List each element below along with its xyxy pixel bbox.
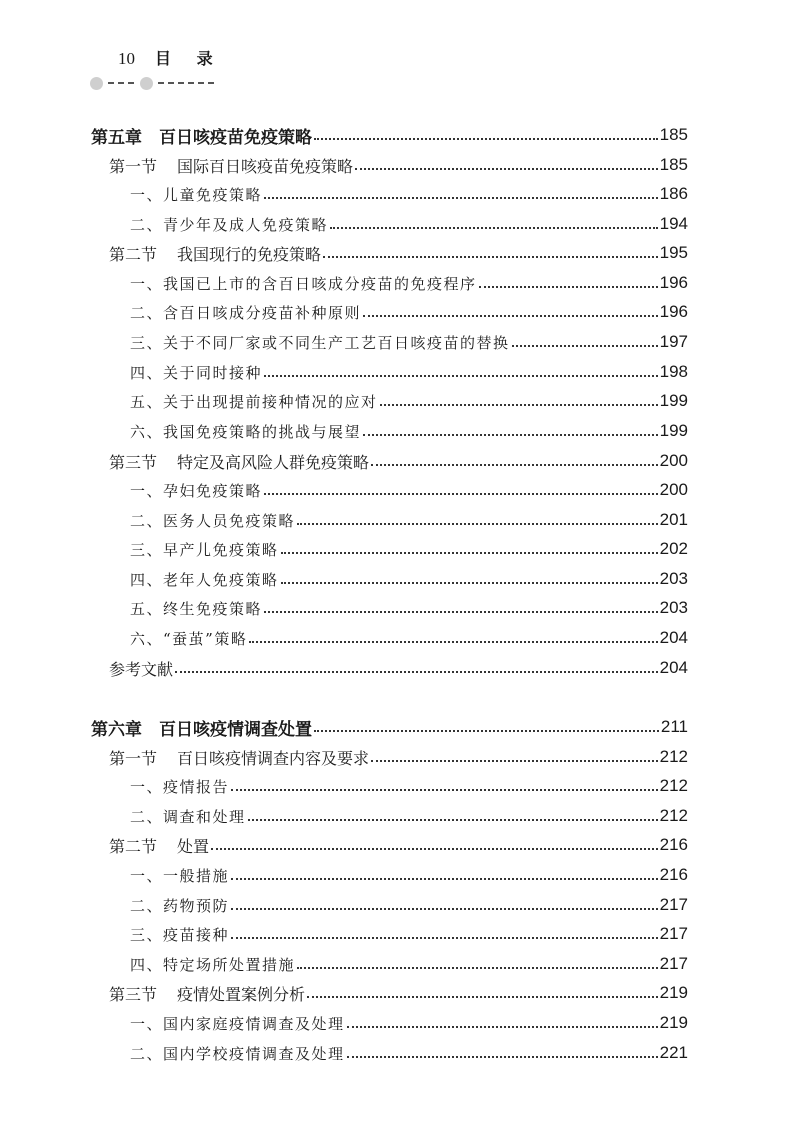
dot-leader xyxy=(264,611,658,613)
section-number: 第二节 xyxy=(109,836,158,856)
dot-leader xyxy=(363,315,658,317)
dot-leader xyxy=(264,375,658,377)
section-number: 第一节 xyxy=(109,156,158,176)
dot-leader xyxy=(371,760,658,762)
toc-label: 我国现行的免疫策略 xyxy=(177,244,322,264)
dot-leader xyxy=(314,138,658,140)
toc-page-number: 195 xyxy=(659,243,688,262)
dot-leader xyxy=(380,404,658,406)
toc-item[interactable] xyxy=(130,803,688,829)
toc-page-number: 186 xyxy=(659,184,688,203)
toc-label: 一、疫情报告 xyxy=(130,777,230,796)
toc-label: 四、关于同时接种 xyxy=(130,363,263,382)
toc-item[interactable] xyxy=(130,1040,688,1066)
toc-page-number: 196 xyxy=(659,302,688,321)
dot-leader xyxy=(231,878,658,880)
toc-label: 一、儿童免疫策略 xyxy=(130,185,263,204)
toc-section[interactable] xyxy=(109,832,688,858)
toc-item[interactable] xyxy=(130,329,688,355)
toc-label: 二、国内学校疫情调查及处理 xyxy=(130,1044,345,1063)
toc-item[interactable] xyxy=(130,181,688,207)
toc-item[interactable] xyxy=(130,359,688,385)
toc-page-number: 217 xyxy=(659,924,688,943)
toc-label: 三、疫苗接种 xyxy=(130,925,230,944)
toc-page-number: 204 xyxy=(659,658,688,677)
toc-page-number: 212 xyxy=(659,806,688,825)
toc-label: 二、含百日咳成分疫苗补种原则 xyxy=(130,303,362,322)
toc-section[interactable] xyxy=(109,980,688,1006)
toc-label: 二、青少年及成人免疫策略 xyxy=(130,215,329,234)
dot-leader xyxy=(231,937,658,939)
toc-page-number: 194 xyxy=(659,214,688,233)
toc-page-number: 203 xyxy=(659,569,688,588)
toc-label: 三、早产儿免疫策略 xyxy=(130,540,279,559)
toc-label: 五、终生免疫策略 xyxy=(130,599,263,618)
toc-label: 四、特定场所处置措施 xyxy=(130,955,296,974)
dot-leader xyxy=(347,1026,658,1028)
dot-leader xyxy=(264,493,658,495)
toc-page-number: 185 xyxy=(659,125,688,144)
dot-leader xyxy=(347,1056,658,1058)
dot-leader xyxy=(355,168,658,170)
dot-leader xyxy=(297,967,658,969)
toc-page-number: 204 xyxy=(659,628,688,647)
toc-item[interactable] xyxy=(130,388,688,414)
dot-leader xyxy=(323,256,658,258)
toc-item[interactable] xyxy=(130,477,688,503)
dot-leader xyxy=(371,464,658,466)
toc-page-number: 212 xyxy=(659,776,688,795)
toc-page-number: 197 xyxy=(659,332,688,351)
toc-page-number: 212 xyxy=(659,747,688,766)
dot-leader xyxy=(297,523,658,525)
toc-label: 五、关于出现提前接种情况的应对 xyxy=(130,392,378,411)
toc-label: 三、关于不同厂家或不同生产工艺百日咳疫苗的替换 xyxy=(130,333,510,352)
dot-leader xyxy=(479,286,658,288)
dot-leader xyxy=(363,434,658,436)
toc-item[interactable] xyxy=(130,921,688,947)
toc-label: 一、孕妇免疫策略 xyxy=(130,481,263,500)
toc-page-number: 217 xyxy=(659,895,688,914)
toc-label: 第五章 百日咳疫苗免疫策略 xyxy=(91,127,312,148)
toc-page-number: 221 xyxy=(659,1043,688,1062)
toc-label: 二、医务人员免疫策略 xyxy=(130,511,296,530)
toc-label: 第六章 百日咳疫情调查处置 xyxy=(91,719,312,740)
toc-item[interactable] xyxy=(130,507,688,533)
toc-page-number: 199 xyxy=(659,391,688,410)
toc-item[interactable] xyxy=(130,951,688,977)
dot-leader xyxy=(264,197,658,199)
section-number: 第二节 xyxy=(109,244,158,264)
toc-page-number: 219 xyxy=(659,983,688,1002)
toc-item[interactable] xyxy=(130,536,688,562)
dot-leader xyxy=(314,730,659,732)
toc-item[interactable] xyxy=(130,892,688,918)
dot-leader xyxy=(512,345,658,347)
toc-label: 处置 xyxy=(177,836,210,856)
toc-label: 参考文献 xyxy=(109,659,174,679)
section-number: 第三节 xyxy=(109,452,158,472)
toc-label: 国际百日咳疫苗免疫策略 xyxy=(177,156,354,176)
toc-page-number: 200 xyxy=(659,480,688,499)
toc-item[interactable] xyxy=(130,625,688,651)
header-title: 目 录 xyxy=(155,49,223,68)
dot-leader xyxy=(249,641,657,643)
dot-leader xyxy=(330,227,658,229)
toc-item[interactable] xyxy=(130,773,688,799)
toc-label: 一、国内家庭疫情调查及处理 xyxy=(130,1014,345,1033)
toc-page-number: 196 xyxy=(659,273,688,292)
dot-leader xyxy=(307,996,658,998)
toc-page-number: 203 xyxy=(659,598,688,617)
toc-label: 百日咳疫情调查内容及要求 xyxy=(177,748,370,768)
toc-item[interactable] xyxy=(130,862,688,888)
toc-item[interactable] xyxy=(130,418,688,444)
toc-section[interactable] xyxy=(109,448,688,474)
toc-item[interactable] xyxy=(130,211,688,237)
toc-item[interactable] xyxy=(130,299,688,325)
toc-page-number: 216 xyxy=(659,865,688,884)
dot-leader xyxy=(248,819,658,821)
toc-page-number: 185 xyxy=(659,155,688,174)
toc-page-number: 202 xyxy=(659,539,688,558)
page-number: 10 xyxy=(118,49,135,68)
toc-label: 六、我国免疫策略的挑战与展望 xyxy=(130,422,362,441)
toc-label: 四、老年人免疫策略 xyxy=(130,570,279,589)
toc-section[interactable] xyxy=(109,744,688,770)
dot-leader xyxy=(231,789,658,791)
dot-leader xyxy=(281,582,658,584)
toc-item[interactable] xyxy=(130,270,688,296)
toc-page-number: 211 xyxy=(660,717,688,736)
toc-page-number: 198 xyxy=(659,362,688,381)
toc-item[interactable] xyxy=(130,1010,688,1036)
toc-item[interactable] xyxy=(130,595,688,621)
toc-page-number: 199 xyxy=(659,421,688,440)
toc-label: 二、药物预防 xyxy=(130,896,230,915)
dot-leader xyxy=(231,908,658,910)
toc-page-number: 216 xyxy=(659,835,688,854)
section-number: 第一节 xyxy=(109,748,158,768)
toc-references[interactable] xyxy=(109,655,688,681)
toc-page-number: 201 xyxy=(659,510,688,529)
toc-page-number: 200 xyxy=(659,451,688,470)
toc-chapter[interactable] xyxy=(91,122,688,148)
toc-label: 二、调查和处理 xyxy=(130,807,246,826)
toc-label: 一、一般措施 xyxy=(130,866,230,885)
toc-page-number: 217 xyxy=(659,954,688,973)
toc-label: 一、我国已上市的含百日咳成分疫苗的免疫程序 xyxy=(130,274,477,293)
toc-chapter[interactable] xyxy=(91,714,688,740)
toc-section[interactable] xyxy=(109,240,688,266)
toc-label: 疫情处置案例分析 xyxy=(177,984,306,1004)
toc-item[interactable] xyxy=(130,566,688,592)
section-number: 第三节 xyxy=(109,984,158,1004)
dot-leader xyxy=(175,671,658,673)
dot-leader xyxy=(281,552,658,554)
dot-leader xyxy=(211,848,658,850)
toc-section[interactable] xyxy=(109,152,688,178)
toc-label: 六、“蚕茧”策略 xyxy=(130,629,248,648)
toc-label: 特定及高风险人群免疫策略 xyxy=(177,452,370,472)
toc-page-number: 219 xyxy=(659,1013,688,1032)
